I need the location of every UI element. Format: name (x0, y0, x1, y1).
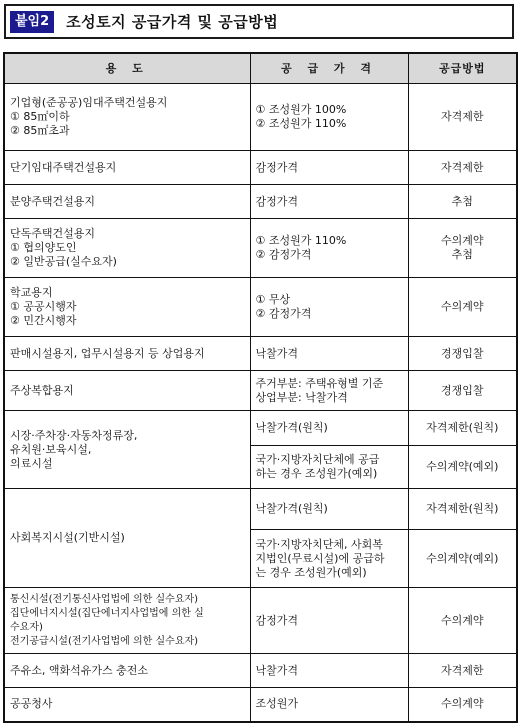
method-cell (408, 446, 517, 489)
table-row (4, 654, 517, 688)
table-header-row (4, 53, 517, 84)
use-cell-line: ② 일반공급(실수요자) (10, 255, 117, 268)
method-cell-line: 수의계약 (440, 697, 484, 711)
use-cell-line: 기업형(준공공)임대주택건설용지 (10, 96, 168, 109)
use-cell-line: 주유소, 액화석유가스 충전소 (10, 663, 149, 677)
use-cell-line: 의료시설 (10, 456, 53, 470)
method-cell-line: 자격제한(원칙) (426, 502, 499, 515)
method-cell (408, 185, 517, 219)
table-row (4, 688, 517, 722)
method-cell-line: 수의계약 (440, 300, 484, 313)
method-cell-line: 수의계약 (440, 234, 484, 247)
supply-table (3, 52, 518, 723)
method-cell (408, 151, 517, 185)
method-cell-line: 자격제한(원칙) (426, 421, 499, 434)
use-cell-line: ① 공공시행자 (10, 300, 77, 313)
price-cell-line: 는 경우 조성원가(예외) (255, 565, 367, 579)
method-cell-line: 수의계약(예외) (426, 551, 499, 565)
price-cell (250, 446, 408, 489)
table-row (4, 337, 517, 371)
use-cell (4, 151, 250, 185)
use-cell (4, 84, 250, 151)
method-cell (408, 654, 517, 688)
table-row (4, 219, 517, 278)
use-cell (4, 371, 250, 411)
price-cell-line: ② 감정가격 (255, 307, 312, 320)
use-cell-line: 집단에너지시설(집단에너지사업법에 의한 실 (10, 607, 204, 619)
price-cell-line: ② 조성원가 110% (255, 117, 347, 130)
method-cell-line: 자격제한 (440, 110, 484, 123)
use-cell-line: 분양주택건설용지 (10, 194, 96, 208)
price-cell-line: 감정가격 (255, 160, 299, 174)
table-body (4, 84, 517, 722)
price-cell (250, 530, 408, 588)
price-cell-line: 주거부분: 주택유형별 기준 (255, 376, 384, 390)
method-cell-line: 수의계약 (440, 613, 484, 627)
price-cell (250, 337, 408, 371)
method-cell (408, 219, 517, 278)
price-cell (250, 411, 408, 446)
use-cell (4, 337, 250, 371)
method-cell (408, 688, 517, 722)
use-cell (4, 411, 250, 489)
use-cell (4, 688, 250, 722)
use-cell-line: 학교용지 (10, 286, 53, 299)
method-cell (408, 371, 517, 411)
price-cell-line: 낙찰가격 (255, 663, 299, 677)
use-cell (4, 654, 250, 688)
price-cell-line: ① 조성원가 100% (255, 103, 347, 116)
price-cell-line: 낙찰가격(원칙) (255, 502, 328, 515)
price-cell-line: 국가·지방자치단체에 공급 (255, 453, 380, 466)
price-cell (250, 151, 408, 185)
method-cell-line: 자격제한 (440, 663, 484, 677)
attachment-badge: 붙임2 (10, 11, 54, 33)
price-cell-line: 낙찰가격(원칙) (255, 421, 328, 434)
use-cell-line: 전기공급시설(전기사업법에 의한 실수요자) (10, 635, 199, 647)
use-cell-line: ① 협의양도인 (10, 241, 77, 254)
price-cell-line: 지법인(무료시설)에 공급하 (255, 551, 385, 565)
price-cell-line: 조성원가 (255, 697, 299, 711)
method-cell-line: 추첨 (451, 248, 473, 261)
price-cell (250, 688, 408, 722)
method-cell (408, 530, 517, 588)
use-cell (4, 185, 250, 219)
method-cell-line: 자격제한 (440, 160, 484, 174)
price-cell (250, 278, 408, 337)
use-cell-line: 수요자) (10, 621, 43, 633)
use-cell-line: ② 85㎡초과 (10, 124, 70, 137)
price-cell (250, 588, 408, 654)
use-cell-line: 공공청사 (10, 697, 53, 711)
use-cell-line: 사회복지시설(기반시설) (10, 531, 125, 544)
table-row (4, 371, 517, 411)
price-cell-line: ① 조성원가 110% (255, 234, 347, 247)
price-cell-line: 하는 경우 조성원가(예외) (255, 467, 378, 480)
use-cell (4, 489, 250, 588)
price-cell (250, 489, 408, 530)
price-cell (250, 654, 408, 688)
method-cell (408, 588, 517, 654)
table-row (4, 588, 517, 654)
use-cell (4, 219, 250, 278)
price-cell-line: 상업부분: 낙찰가격 (255, 390, 348, 404)
price-cell-line: 감정가격 (255, 613, 299, 627)
method-cell-line: 수의계약(예외) (426, 460, 499, 473)
method-cell (408, 84, 517, 151)
price-cell (250, 84, 408, 151)
column-header-use: 용 도 (4, 53, 250, 84)
table-row (4, 489, 517, 530)
use-cell-line: 시장·주차장·자동차정류장, (10, 428, 138, 442)
use-cell-line: 주상복합용지 (10, 383, 74, 397)
price-cell-line: 감정가격 (255, 194, 299, 208)
use-cell-line: ② 민간시행자 (10, 314, 77, 327)
use-cell (4, 278, 250, 337)
price-cell (250, 371, 408, 411)
method-cell (408, 278, 517, 337)
method-cell (408, 337, 517, 371)
price-cell-line: 국가·지방자치단체, 사회복 (255, 537, 383, 551)
use-cell-line: 단기임대주택건설용지 (10, 160, 117, 174)
method-cell-line: 추첨 (451, 194, 473, 208)
table-row (4, 411, 517, 446)
table-row (4, 151, 517, 185)
page-title: 조성토지 공급가격 및 공급방법 (66, 13, 279, 31)
table-row (4, 185, 517, 219)
price-cell-line: ① 무상 (255, 293, 291, 306)
column-header-method: 공급방법 (408, 53, 517, 84)
price-cell (250, 219, 408, 278)
use-cell-line: 단독주택건설용지 (10, 227, 96, 240)
method-cell-line: 경쟁입찰 (440, 383, 484, 397)
use-cell-line: 통신시설(전기통신사업법에 의한 실수요자) (10, 593, 199, 605)
method-cell (408, 411, 517, 446)
use-cell (4, 588, 250, 654)
use-cell-line: 판매시설용지, 업무시설용지 등 상업용지 (10, 346, 205, 360)
method-cell (408, 489, 517, 530)
price-cell-line: 낙찰가격 (255, 346, 299, 360)
price-cell-line: ② 감정가격 (255, 248, 312, 261)
use-cell-line: ① 85㎡이하 (10, 110, 70, 123)
use-cell-line: 유치원·보육시설, (10, 442, 92, 456)
price-cell (250, 185, 408, 219)
column-header-price: 공 급 가 격 (250, 53, 408, 84)
method-cell-line: 경쟁입찰 (440, 346, 484, 360)
table-row (4, 84, 517, 151)
table-row (4, 278, 517, 337)
header-box (4, 4, 514, 39)
